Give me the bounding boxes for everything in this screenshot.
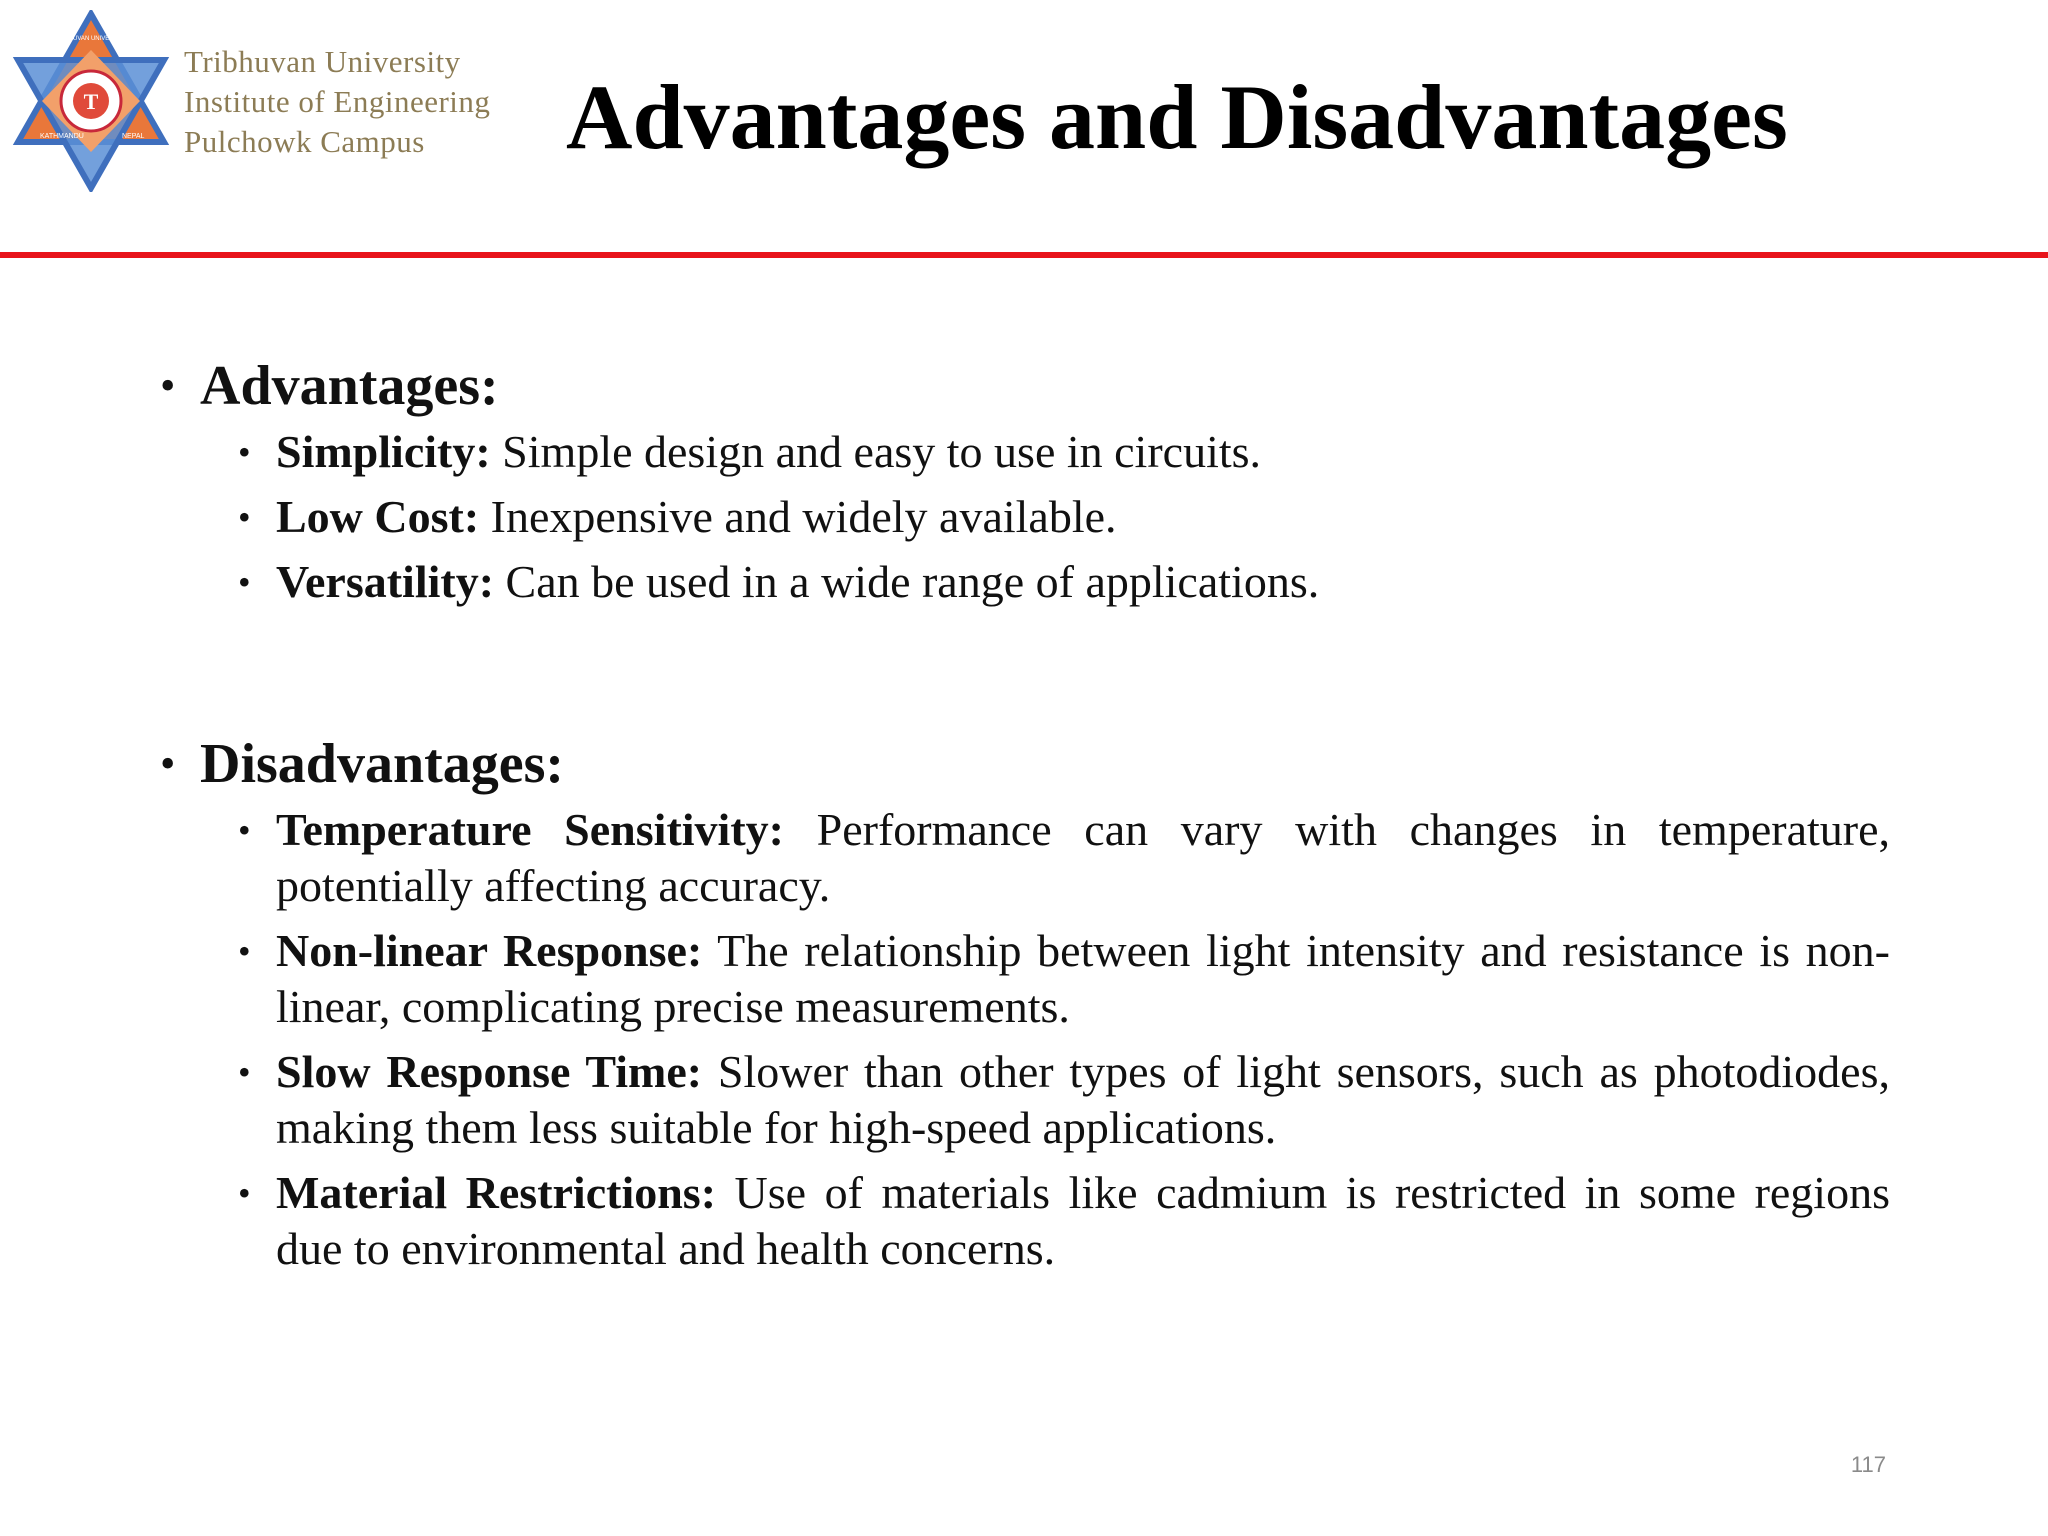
disadvantages-heading-text: Disadvantages: — [200, 733, 565, 795]
bullet-icon: • — [160, 739, 176, 788]
item-text: Use of materials like cadmium is restricted in some regions due to environmental and health concerns. — [276, 1167, 1890, 1274]
slide-title: Advantages and Disadvantages — [566, 66, 1788, 168]
item-term: Low Cost: — [276, 491, 480, 542]
item-text: Inexpensive and widely available. — [479, 491, 1117, 542]
disadvantages-heading — [160, 732, 1890, 796]
list-item — [238, 554, 1890, 610]
disadvantages-list — [160, 802, 1890, 1277]
list-item — [238, 489, 1890, 545]
university-emblem-icon — [10, 10, 172, 192]
list-item — [238, 1044, 1890, 1156]
institution-line-institute: Institute of Engineering — [184, 84, 491, 119]
svg-text:TRIBHUVAN UNIVERSITY: TRIBHUVAN UNIVERSITY — [55, 36, 127, 42]
page-number: 117 — [1850, 1452, 1886, 1477]
bullet-icon: • — [160, 361, 176, 410]
list-item — [238, 923, 1890, 1035]
bullet-icon: • — [238, 432, 251, 472]
bullet-icon: • — [238, 1052, 251, 1092]
advantages-heading-text: Advantages: — [200, 355, 499, 417]
list-item — [238, 802, 1891, 914]
svg-text:KATHMANDU: KATHMANDU — [40, 133, 84, 140]
list-item — [238, 424, 1890, 480]
institution-line-campus: Pulchowk Campus — [184, 124, 425, 159]
advantages-heading — [160, 354, 1890, 418]
item-text: Slower than other types of light sensors, such as photodiodes, making them less suitable for high-speed applications. — [276, 1046, 1890, 1153]
item-term: Material Restrictions: — [276, 1167, 717, 1218]
svg-text:NEPAL: NEPAL — [122, 133, 145, 140]
list-item — [238, 1165, 1890, 1277]
bullet-icon: • — [238, 497, 251, 537]
item-text: Performance can vary with changes in temperature, potentially affecting accuracy. — [276, 804, 1891, 911]
svg-text:T: T — [83, 89, 99, 114]
item-term: Non-linear Response: — [276, 925, 703, 976]
disadvantages-section — [160, 732, 1890, 1286]
item-text: Can be used in a wide range of applications. — [494, 556, 1320, 607]
item-term: Versatility: — [276, 556, 495, 607]
item-term: Slow Response Time: — [276, 1046, 703, 1097]
institution-line-university: Tribhuvan University — [184, 44, 461, 79]
item-term: Temperature Sensitivity: — [276, 804, 784, 855]
item-text: The relationship between light intensity and resistance is non-linear, complicating precise measurements. — [276, 925, 1890, 1032]
item-text: Simple design and easy to use in circuits. — [490, 426, 1262, 477]
advantages-list — [160, 424, 1890, 610]
bullet-icon: • — [238, 810, 251, 850]
institution-name — [184, 42, 554, 162]
item-term: Simplicity: — [276, 426, 491, 477]
bullet-icon: • — [238, 562, 251, 602]
header-divider — [0, 252, 2048, 258]
advantages-section — [160, 354, 1890, 619]
bullet-icon: • — [238, 1173, 251, 1213]
bullet-icon: • — [238, 931, 251, 971]
